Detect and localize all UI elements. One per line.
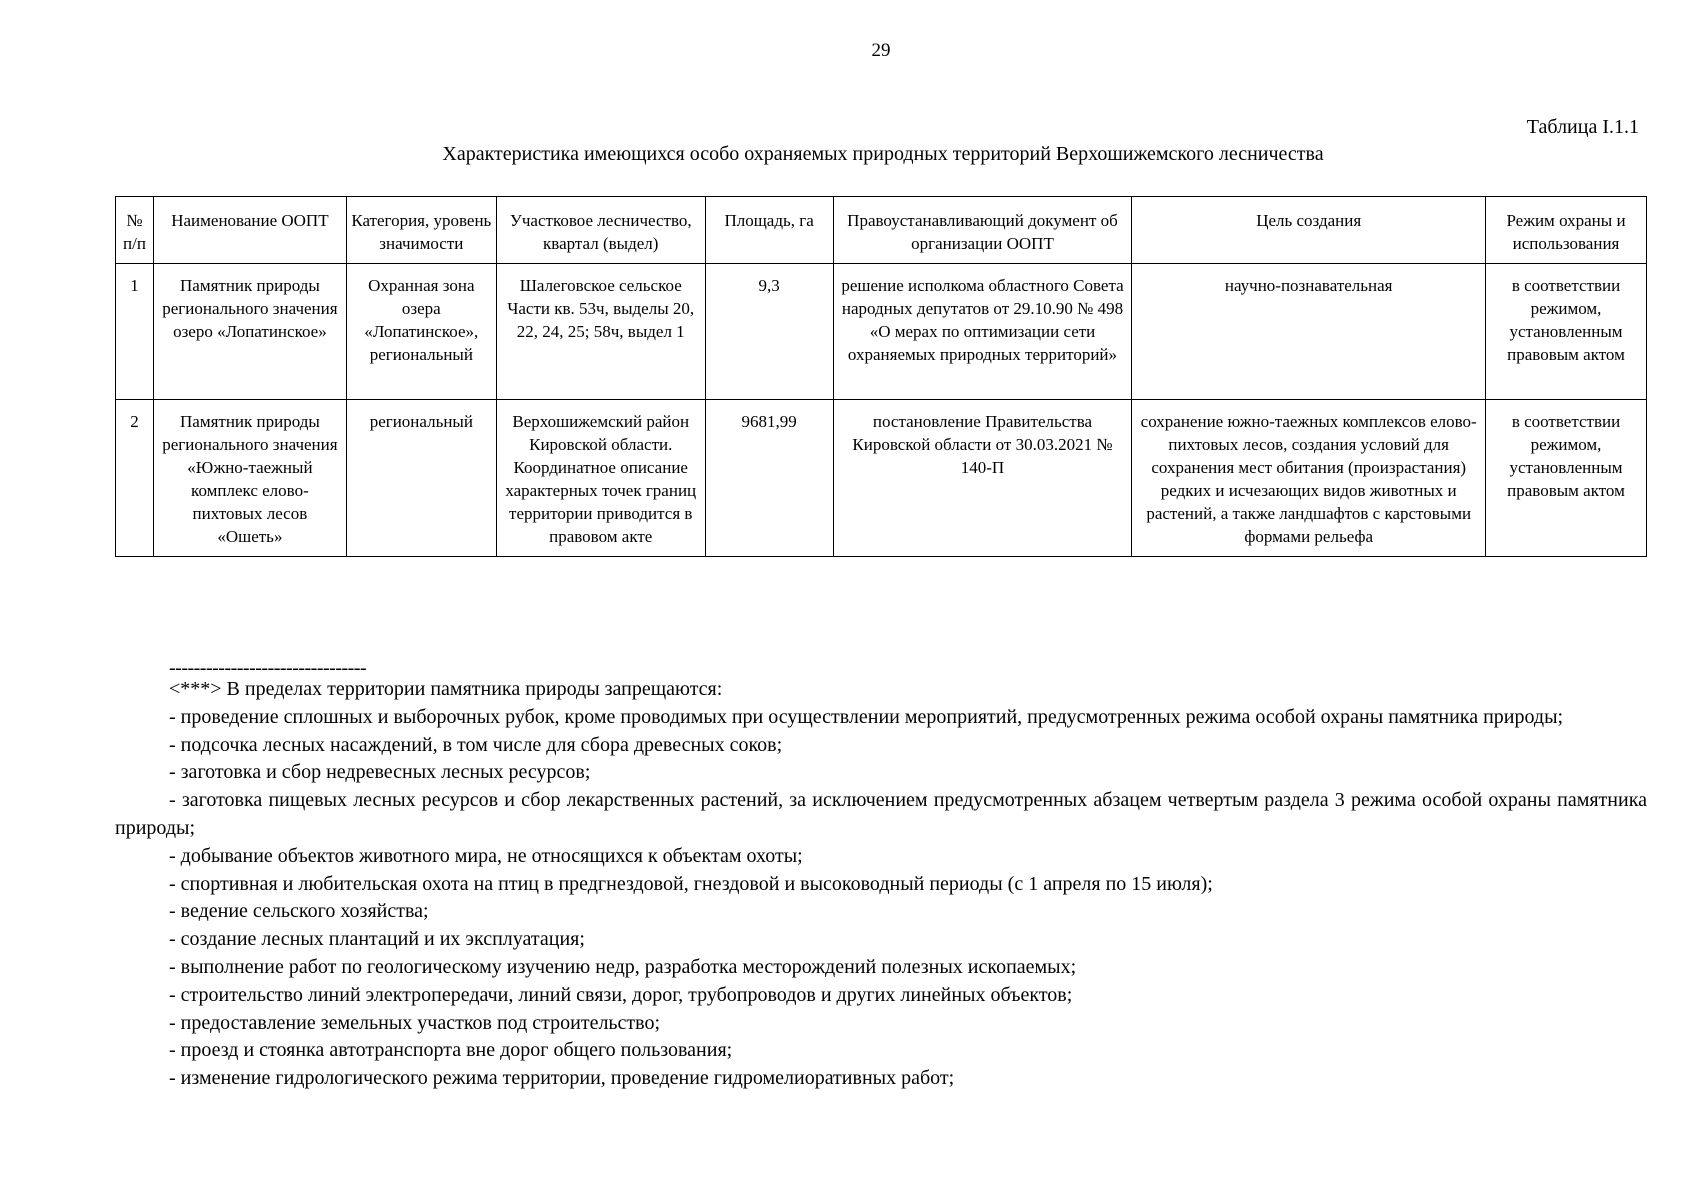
cell-regime: в соответствии режимом, установленным правовым актом — [1486, 264, 1647, 400]
table-row — [116, 400, 1647, 557]
list-item: - заготовка пищевых лесных ресурсов и сбор лекарственных растений, за исключением предусмотренных абзацем четвертым раздела 3 режима особой охраны памятника природы; — [115, 789, 1647, 839]
header-num: № п/п — [116, 197, 154, 264]
list-item: - ведение сельского хозяйства; — [169, 900, 429, 923]
list-item: - проезд и стоянка автотранспорта вне дорог общего пользования; — [169, 1039, 733, 1062]
footnote-section — [115, 657, 1647, 1093]
list-item: - подсочка лесных насаждений, в том числе для сбора древесных соков; — [169, 733, 783, 756]
header-document: Правоустанавливающий документ об организации ООПТ — [833, 197, 1132, 264]
table-title: Характеристика имеющихся особо охраняемых природных территорий Верхошижемского лесничества — [442, 143, 1324, 165]
cell-category: региональный — [346, 400, 496, 557]
list-item: - заготовка и сбор недревесных лесных ресурсов; — [169, 761, 591, 784]
list-item: - создание лесных плантаций и их эксплуатация; — [169, 928, 585, 951]
table-header-row — [116, 197, 1647, 264]
cell-area: 9,3 — [705, 264, 833, 400]
list-item: - добывание объектов животного мира, не относящихся к объектам охоты; — [169, 844, 803, 867]
list-item: - выполнение работ по геологическому изучению недр, разработка месторождений полезных ископаемых; — [169, 955, 1077, 978]
cell-document: решение исполкома областного Совета народных депутатов от 29.10.90 № 498 «О мерах по оптимизации сети охраняемых природных территорий» — [833, 264, 1132, 400]
cell-name: Памятник природы регионального значения озеро «Лопатинское» — [153, 264, 346, 400]
header-area: Площадь, га — [705, 197, 833, 264]
cell-forestry: Шалеговское сельское Части кв. 53ч, выделы 20, 22, 24, 25; 58ч, выдел 1 — [496, 264, 705, 400]
cell-forestry: Верхошижемский район Кировской области. Координатное описание характерных точек границ территории приводится в правовом акте — [496, 400, 705, 557]
footnote-intro: <***> В пределах территории памятника природы запрещаются: — [169, 678, 723, 700]
table-label: Таблица I.1.1 — [1526, 116, 1639, 138]
cell-category: Охранная зона озера «Лопатинское», региональный — [346, 264, 496, 400]
cell-purpose: научно-познавательная — [1132, 264, 1486, 400]
cell-num: 2 — [116, 400, 154, 557]
cell-regime: в соответствии режимом, установленным правовым актом — [1486, 400, 1647, 557]
oopt-table — [115, 196, 1647, 557]
page-number: 29 — [871, 40, 891, 61]
list-item: - изменение гидрологического режима территории, проведение гидромелиоративных работ; — [169, 1067, 955, 1090]
cell-name: Памятник природы регионального значения «Южно-таежный комплекс елово-пихтовых лесов «Ошеть» — [153, 400, 346, 557]
cell-area: 9681,99 — [705, 400, 833, 557]
list-item: - проведение сплошных и выборочных рубок, кроме проводимых при осуществлении мероприятий, предусмотренных режима особой охраны памятника природы; — [169, 705, 1564, 728]
header-forestry: Участковое лесничество, квартал (выдел) — [496, 197, 705, 264]
list-item: - спортивная и любительская охота на птиц в предгнездовой, гнездовой и высоководный периоды (с 1 апреля по 15 июля); — [169, 872, 1213, 895]
footnote-separator: -------------------------------- — [169, 657, 367, 679]
table-row — [116, 264, 1647, 400]
cell-document: постановление Правительства Кировской области от 30.03.2021 № 140-П — [833, 400, 1132, 557]
header-purpose: Цель создания — [1132, 197, 1486, 264]
list-item: - строительство линий электропередачи, линий связи, дорог, трубопроводов и других линейных объектов; — [169, 983, 1073, 1006]
cell-purpose: сохранение южно-таежных комплексов елово-пихтовых лесов, создания условий для сохранения мест обитания (произрастания) редких и исчезающих видов животных и растений, а также ландшафтов с карстовыми формами рельефа — [1132, 400, 1486, 557]
header-regime: Режим охраны и использования — [1486, 197, 1647, 264]
header-category: Категория, уровень значимости — [346, 197, 496, 264]
header-name: Наименование ООПТ — [153, 197, 346, 264]
list-item: - предоставление земельных участков под строительство; — [169, 1011, 661, 1034]
cell-num: 1 — [116, 264, 154, 400]
